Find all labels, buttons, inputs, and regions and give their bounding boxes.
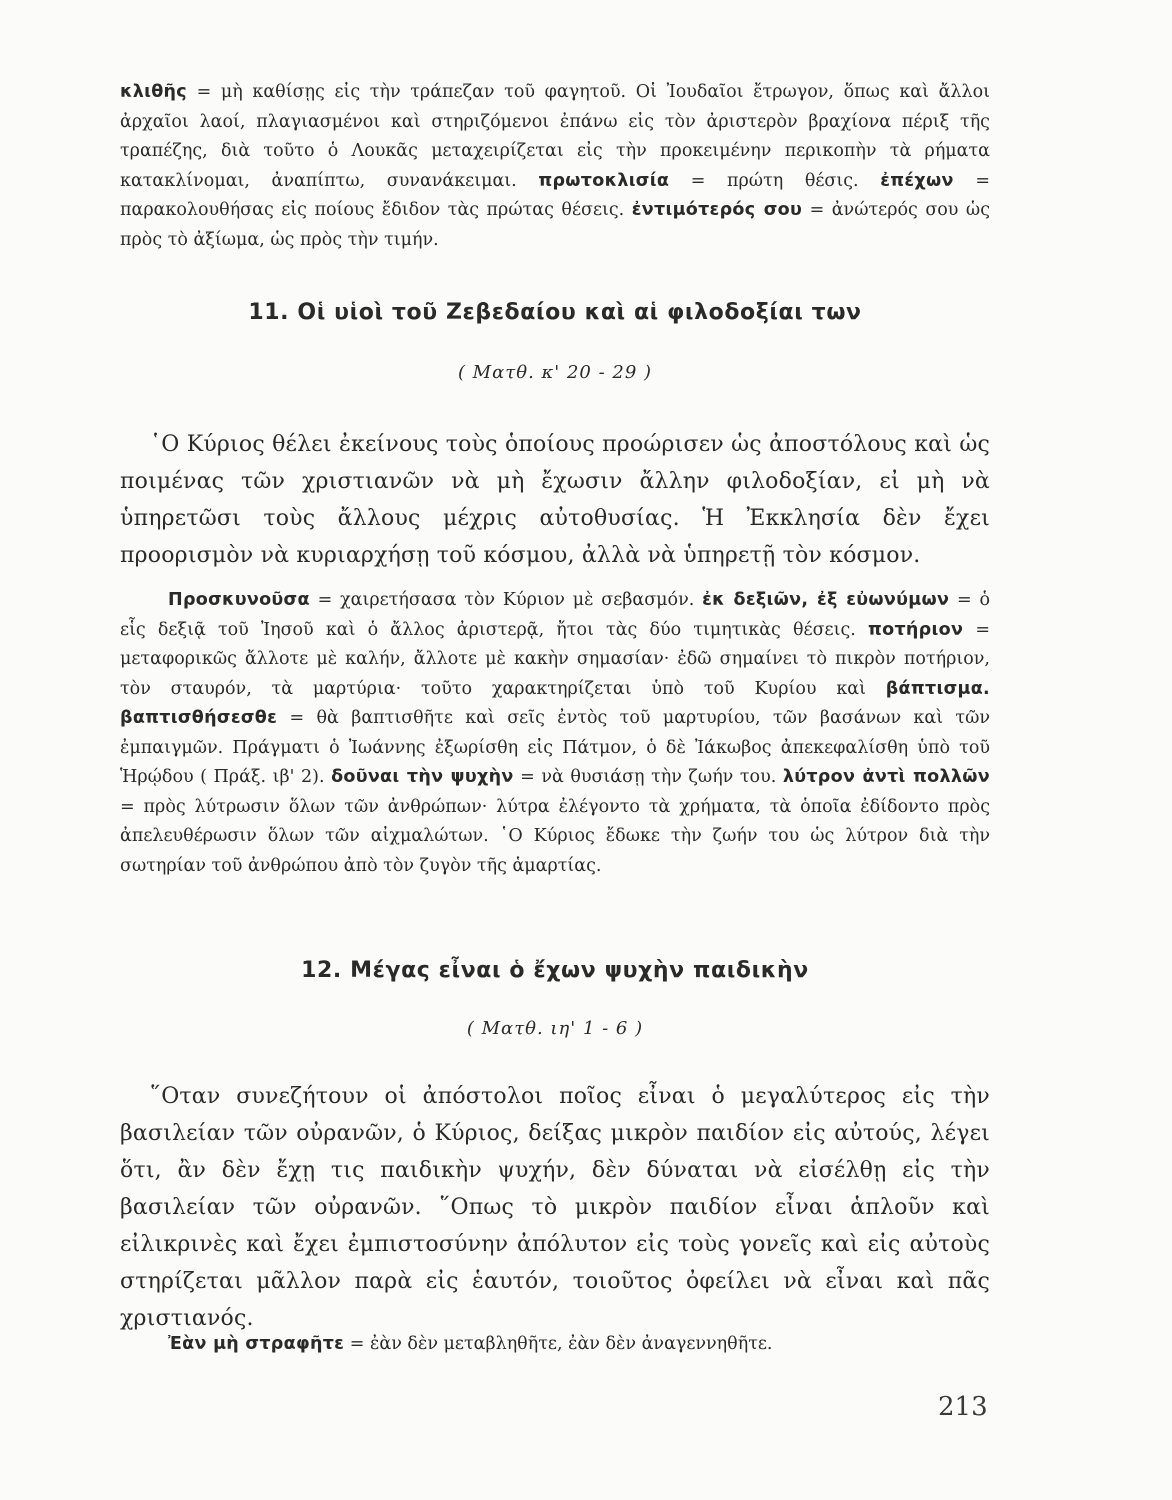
section-11-reference: ( Ματθ. κ' 20 - 29 ) (457, 362, 653, 383)
section-12-notes: Ἐὰν μὴ στραφῆτε = ἐὰν δὲν μεταβληθῆτε, ἐὰν δὲν ἀναγεννηθῆτε. (168, 1334, 773, 1354)
term-epechon: ἐπέχων (880, 170, 954, 191)
section-12-reference: ( Ματθ. ιη' 1 - 6 ) (466, 1018, 644, 1039)
section-12-body: ῞Οταν συνεζήτουν οἱ ἀπόστολοι ποῖος εἶναι ὁ μεγαλύτερος εἰς τὴν βασιλείαν τῶν οὐρανῶν, ὁ Κύριος, δείξας μικρὸν παιδίον εἰς αὐτούς, λέγει ὅτι, ἂν δὲν ἔχῃ τις παιδικὴν ψυχήν, δὲν δύναται νὰ εἰσέλθῃ εἰς τὴν βασιλείαν τῶν οὐρανῶν. ῞Οπως τὸ μικρὸν παιδίον εἶναι ἁπλοῦν καὶ εἰλικρινὲς καὶ ἔχει ἐμπιστοσύνην ἀπόλυτον εἰς τοὺς γονεῖς καὶ εἰς αὐτοὺς στηρίζεται μᾶλλον παρὰ εἰς ἑαυτόν, τοιοῦτος ὀφείλει νὰ εἶναι καὶ πᾶς χριστιανός. (120, 1084, 990, 1331)
page-number: 213 (938, 1392, 988, 1422)
section-11-notes: Προσκυνοῦσα = χαιρετήσασα τὸν Κύριον μὲ σεβασμόν. ἐκ δεξιῶν, ἐξ εὐωνύμων = ὁ εἷς δεξιᾷ τοῦ Ἰησοῦ καὶ ὁ ἄλλος ἀριστερᾷ, ἤτοι τὰς δύο τιμητικὰς θέσεις. ποτήριον = μεταφορικῶς ἄλλοτε μὲ καλήν, ἄλλοτε μὲ κακὴν σημασίαν· ἐδῶ σημαίνει τὸ πικρὸν ποτήριον, τὸν σταυρόν, τὰ μαρτύρια· τοῦτο χαρακτηρίζεται ὑπὸ τοῦ Κυρίου καὶ βάπτισμα. βαπτισθήσεσθε = θὰ βαπτισθῆτε καὶ σεῖς ἐντὸς τοῦ μαρτυρίου, τῶν βασάνων καὶ τῶν ἐμπαιγμῶν. Πράγματι ὁ Ἰωάννης ἐξωρίσθη εἰς Πάτμον, ὁ δὲ Ἰάκωβος ἀπεκεφαλίσθη ὑπὸ τοῦ Ἡρῴδου ( Πράξ. ιβ' 2). δοῦναι τὴν ψυχὴν = νὰ θυσιάσῃ τὴν ζωήν του. λύτρον ἀντὶ πολλῶν = πρὸς λύτρωσιν ὅλων τῶν ἀνθρώπων· λύτρα ἐλέγοντο τὰ χρήματα, τὰ ὁποῖα ἐδίδοντο πρὸς ἀπελευθέρωσιν ὅλων τῶν αἰχμαλώτων. ῾Ο Κύριος ἔδωκε τὴν ζωήν του ὡς λύτρον διὰ τὴν σωτηρίαν τοῦ ἀνθρώπου ἀπὸ τὸν ζυγὸν τῆς ἁμαρτίας. (120, 590, 990, 876)
term-klithis: κλιθῆς (120, 82, 187, 102)
term-entimoteros: ἐντιμότερός σου (631, 200, 803, 220)
section-11-body: ῾Ο Κύριος θέλει ἐκείνους τοὺς ὁποίους προώρισεν ὡς ἀποστόλους καὶ ὡς ποιμένας τῶν χριστιανῶν νὰ μὴ ἔχωσιν ἄλλην φιλοδοξίαν, εἰ μὴ νὰ ὑπηρετῶσι τοὺς ἄλλους μέχρις αὐτοθυσίας. Ἡ Ἐκκλησία δὲν ἔχει προορισμὸν νὰ κυριαρχήσῃ τοῦ κόσμου, ἀλλὰ νὰ ὑπηρετῇ τὸν κόσμον. (120, 432, 990, 568)
top-notes: κλιθῆς = μὴ καθίσῃς εἰς τὴν τράπεζαν τοῦ φαγητοῦ. Οἱ Ἰουδαῖοι ἔτρωγον, ὅπως καὶ ἄλλοι ἀρχαῖοι λαοί, πλαγιασμένοι καὶ στηριζόμενοι ἐπάνω εἰς τὸν ἀριστερὸν βραχίονα πέριξ τῆς τραπέζης, διὰ τοῦτο ὁ Λουκᾶς μεταχειρίζεται εἰς τὴν προκειμένην περικοπὴν τὰ ρήματα κατακλίνομαι, ἀναπίπτω, συνανάκειμαι. πρωτοκλισία = πρώτη θέσις. ἐπέχων = παρακολουθήσας εἰς ποίους ἔδιδον τὰς πρώτας θέσεις. ἐντιμότερός σου = ἀνώτερός σου ὡς πρὸς τὸ ἀξίωμα, ὡς πρὸς τὴν τιμήν. (120, 82, 990, 250)
term-protoklisia: πρωτοκλισία (538, 170, 670, 191)
section-11-title: 11. Οἱ υἱοὶ τοῦ Ζεβεδαίου καὶ αἱ φιλοδοξίαι των (248, 300, 862, 325)
section-12-title: 12. Μέγας εἶναι ὁ ἔχων ψυχὴν παιδικὴν (301, 958, 809, 983)
